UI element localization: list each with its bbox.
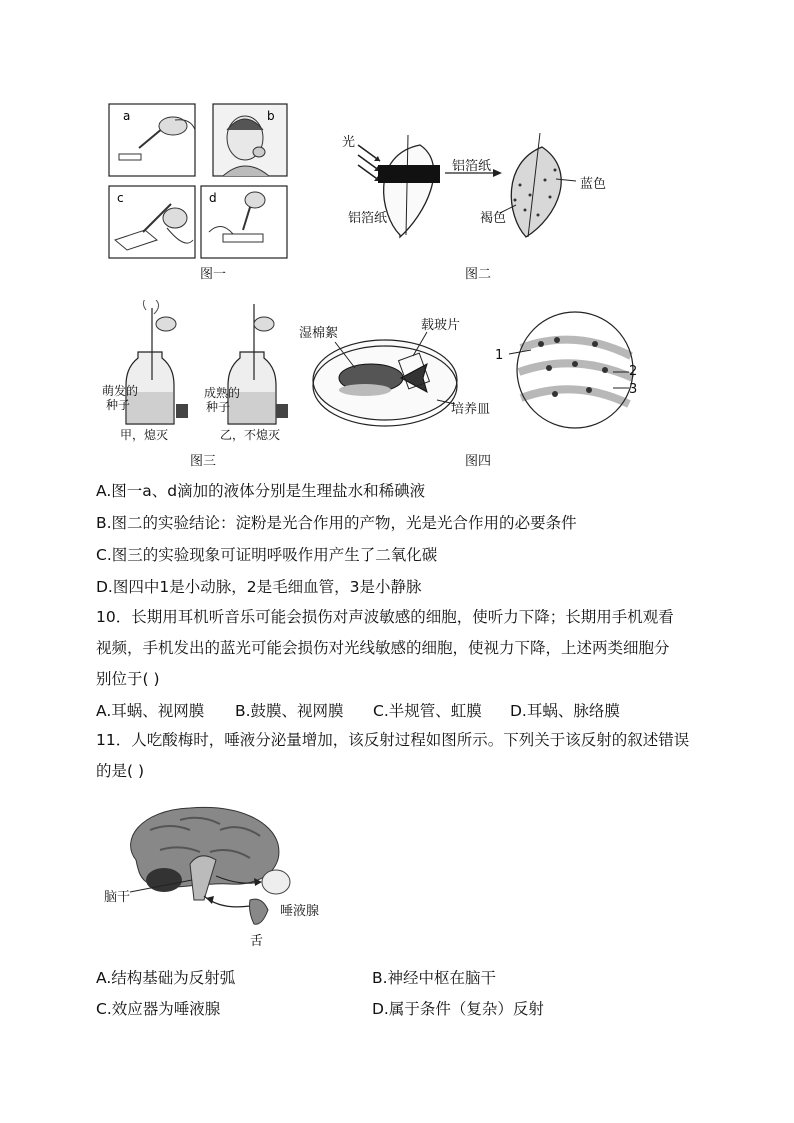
q9-option-d: D.图四中1是小动脉，2是毛细血管，3是小静脉 [96, 578, 422, 596]
leaf-with-foil [384, 145, 434, 237]
q10-option-b: B.鼓膜、视网膜 [235, 702, 344, 720]
q11-stem-line-1: 11．人吃酸梅时，唾液分泌量增加，该反射过程如图所示。下列关于该反射的叙述错误 [96, 731, 690, 749]
vessel-3-label: 3 [629, 382, 638, 397]
q10-option-c: C.半规管、虹膜 [373, 702, 482, 720]
brain-reflex-illustration [100, 800, 340, 950]
q11-option-d: D.属于条件（复杂）反射 [372, 1000, 544, 1018]
foil-label-top: 铝箔纸 [452, 159, 492, 174]
figure-5-reflex [100, 800, 340, 950]
foil-strip [378, 165, 440, 183]
light-label: 光 [342, 135, 356, 150]
mature-seed-label-1: 成熟的 [204, 386, 241, 400]
mature-seed-label-2: 种子 [206, 400, 231, 414]
figure-3 [100, 300, 300, 470]
q11-stem-line-2: 的是( ) [96, 762, 145, 780]
glass-slide-label: 载玻片 [421, 318, 461, 333]
germinating-seed-label-2: 种子 [106, 398, 131, 412]
salivary-gland-label: 唾液腺 [280, 904, 320, 919]
q9-option-c: C.图三的实验现象可证明呼吸作用产生了二氧化碳 [96, 546, 438, 564]
figure-1-illustration [105, 100, 295, 265]
blue-label: 蓝色 [580, 177, 607, 192]
figure-4 [295, 308, 645, 470]
q11-option-b: B.神经中枢在脑干 [372, 969, 497, 987]
germinating-seed-label-1: 萌发的 [102, 384, 139, 398]
figure-3-illustration [100, 300, 300, 440]
stained-leaf [511, 147, 561, 237]
brainstem-label: 脑干 [104, 890, 131, 905]
panel-b-label: b [267, 109, 275, 123]
foil-label-bottom: 铝箔纸 [348, 211, 388, 226]
q10-stem-line-3: 别位于( ) [96, 670, 160, 688]
wet-cotton-label: 湿棉絮 [299, 326, 339, 341]
figure-3-caption: 图三 [190, 454, 217, 469]
q9-option-b: B.图二的实验结论：淀粉是光合作用的产物，光是光合作用的必要条件 [96, 514, 577, 532]
panel-a-label: a [123, 109, 131, 123]
q10-stem-line-1: 10．长期用耳机听音乐可能会损伤对声波敏感的细胞，使听力下降；长期用手机观看 [96, 608, 674, 626]
cerebellum [146, 868, 182, 892]
figure-2 [330, 125, 630, 285]
figure-1 [105, 100, 295, 285]
right-result-label: 乙，不熄灭 [220, 428, 281, 442]
figure-4-caption: 图四 [465, 454, 492, 469]
panel-c-label: c [117, 191, 124, 205]
q10-stem-line-2: 视频，手机发出的蓝光可能会损伤对光线敏感的细胞，使视力下降，上述两类细胞分 [96, 639, 670, 657]
vessel-1-label: 1 [495, 348, 504, 363]
q11-option-a: A.结构基础为反射弧 [96, 969, 236, 987]
vessel-2-label: 2 [629, 364, 638, 379]
q10-option-a: A.耳蜗、视网膜 [96, 702, 205, 720]
brown-label: 褐色 [480, 211, 507, 226]
salivary-gland [262, 870, 290, 894]
q9-option-a: A.图一a、d滴加的液体分别是生理盐水和稀碘液 [96, 482, 426, 500]
figure-1-caption: 图一 [200, 267, 227, 282]
left-result-label: 甲，熄灭 [120, 428, 169, 442]
tongue [250, 899, 269, 924]
figure-2-caption: 图二 [465, 267, 492, 282]
petri-dish-label: 培养皿 [451, 402, 491, 417]
tongue-label: 舌 [250, 934, 264, 949]
figure-4-illustration [295, 308, 645, 438]
panel-d-label: d [209, 191, 217, 205]
q11-option-c: C.效应器为唾液腺 [96, 1000, 221, 1018]
q10-option-d: D.耳蜗、脉络膜 [510, 702, 620, 720]
